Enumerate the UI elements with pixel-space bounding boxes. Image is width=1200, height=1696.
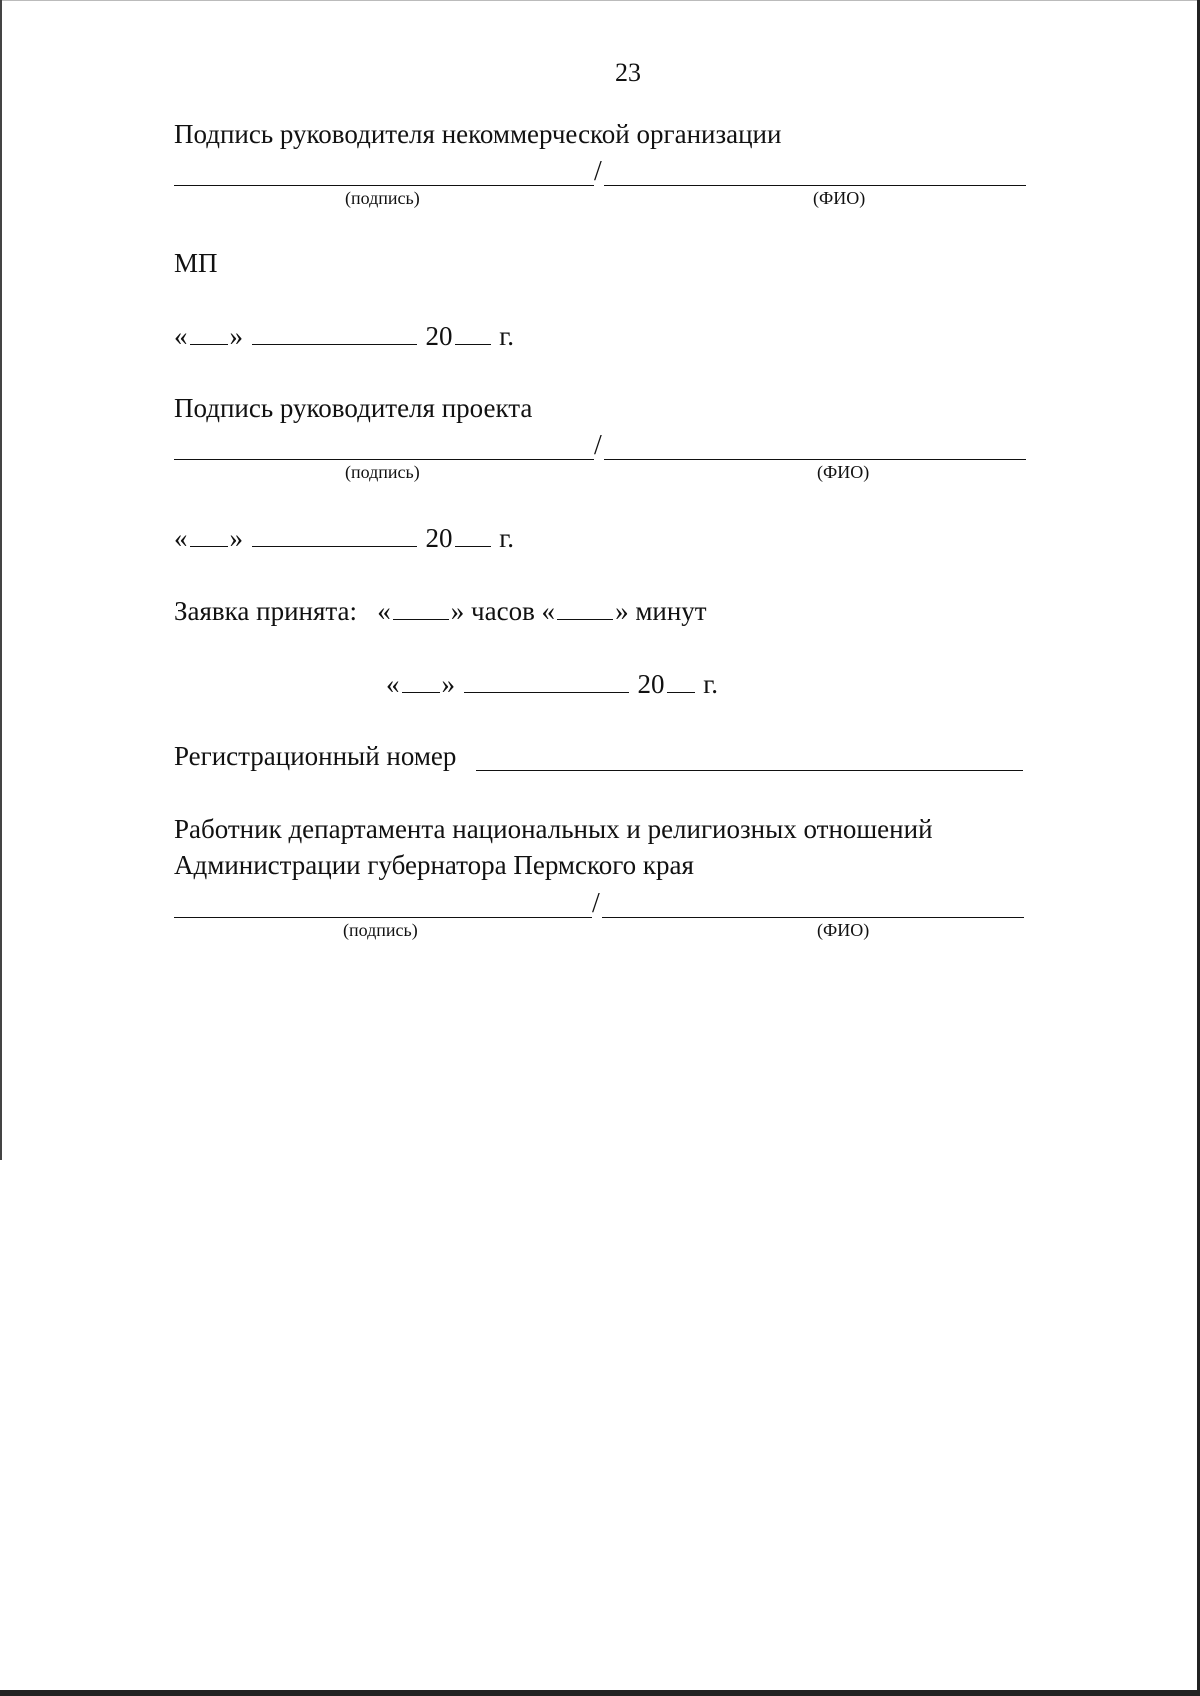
day-blank[interactable] — [190, 322, 228, 345]
registration-number-line[interactable] — [476, 770, 1023, 771]
project-signature-line[interactable] — [174, 459, 594, 460]
year-blank[interactable] — [455, 322, 491, 345]
scan-edge-left — [0, 0, 2, 1160]
name-caption: (ФИО) — [813, 188, 866, 208]
date-line-1: « » 20 г. — [174, 321, 515, 351]
page-number: 23 — [615, 58, 641, 87]
application-accepted-line: Заявка принята: « » часов « » минут — [174, 596, 707, 626]
hours-blank[interactable] — [393, 597, 449, 620]
nko-head-signature-title: Подпись руководителя некоммерческой организации — [174, 119, 782, 149]
project-head-signature-title: Подпись руководителя проекта — [174, 393, 533, 423]
stamp-label: МП — [174, 248, 218, 278]
signature-caption: (подпись) — [343, 920, 418, 940]
day-blank[interactable] — [190, 524, 228, 547]
day-blank[interactable] — [402, 670, 440, 693]
name-caption: (ФИО) — [817, 462, 870, 482]
nko-name-line[interactable] — [604, 185, 1026, 186]
date-line-3: « » 20 г. — [386, 669, 719, 699]
signature-caption: (подпись) — [345, 188, 420, 208]
month-blank[interactable] — [252, 524, 417, 547]
registration-number-label: Регистрационный номер — [174, 741, 457, 771]
scan-edge-bottom — [0, 1690, 1200, 1696]
month-blank[interactable] — [252, 322, 417, 345]
year-blank[interactable] — [455, 524, 491, 547]
minutes-blank[interactable] — [557, 597, 613, 620]
signature-separator: / — [594, 430, 602, 461]
nko-signature-line[interactable] — [174, 185, 594, 186]
signature-caption: (подпись) — [345, 462, 420, 482]
department-employee-title-line1: Работник департамента национальных и религиозных отношений — [174, 814, 933, 844]
month-blank[interactable] — [464, 670, 629, 693]
signature-separator: / — [592, 888, 600, 919]
name-caption: (ФИО) — [817, 920, 870, 940]
year-blank[interactable] — [667, 670, 695, 693]
employee-name-line[interactable] — [602, 917, 1024, 918]
scan-edge-top — [0, 0, 1200, 1]
project-name-line[interactable] — [604, 459, 1026, 460]
employee-signature-line[interactable] — [174, 917, 592, 918]
date-line-2: « » 20 г. — [174, 523, 515, 553]
department-employee-title-line2: Администрации губернатора Пермского края — [174, 850, 694, 880]
signature-separator: / — [594, 156, 602, 187]
